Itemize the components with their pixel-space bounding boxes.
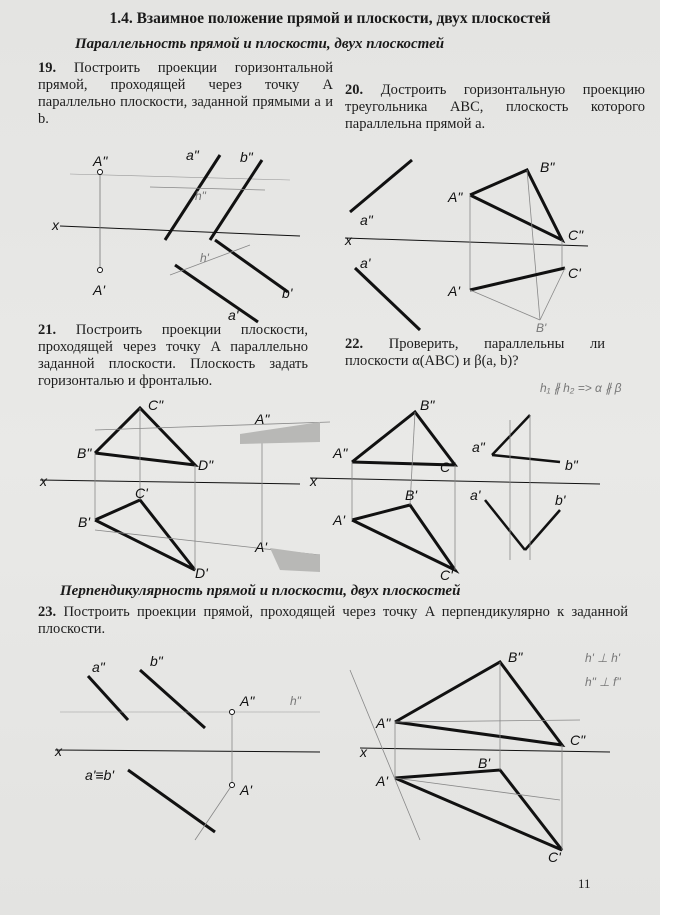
label-a2: a" <box>472 439 485 455</box>
label-A2: A" <box>240 693 255 709</box>
label-C2: C" <box>440 459 456 475</box>
label-x: x <box>345 232 352 248</box>
label-x: x <box>40 473 47 489</box>
label-B1: B' <box>78 514 91 530</box>
label-A1: A' <box>333 512 346 528</box>
label-b2: b" <box>150 653 163 669</box>
label-x: x <box>52 217 59 233</box>
label-A2: A" <box>376 715 391 731</box>
handwritten-note-23b: h" ⊥ f" <box>585 675 621 689</box>
label-a2: a" <box>186 147 199 163</box>
label-B1: B' <box>536 321 547 335</box>
page-number: 11 <box>578 876 591 891</box>
section-title: 1.4. Взаимное положение прямой и плоскости, двух плоскостей <box>109 10 551 27</box>
task-text: Построить проекции плоскости, проходящей через точку A параллельно заданной плоскости. Плоскость задать горизонталью и фронталью. <box>38 322 309 389</box>
figure-21 <box>39 397 330 581</box>
label-A2: A" <box>255 411 270 427</box>
label-a2: a" <box>92 659 105 675</box>
subsection-parallel: Параллельность прямой и плоскости, двух плоскостей <box>75 36 445 52</box>
label-A1: A' <box>255 539 268 555</box>
label-C1: C' <box>135 485 148 501</box>
task-text: Построить проекции прямой, проходящей через точку A перпендикулярно к заданной плоскости. <box>38 604 628 637</box>
label-A2: A" <box>448 189 463 205</box>
label-b2: b" <box>565 457 578 473</box>
label-A1: A' <box>376 773 389 789</box>
figure-19 <box>51 147 300 323</box>
label-A1: A' <box>240 782 253 798</box>
label-x: x <box>310 473 317 489</box>
label-a1: a' <box>360 255 371 271</box>
label-h1: h' <box>200 251 209 265</box>
label-x: x <box>360 744 367 760</box>
label-b1: b' <box>555 492 566 508</box>
figure-20 <box>344 159 588 335</box>
task-number: 23. <box>38 604 57 620</box>
label-A1: A' <box>448 283 461 299</box>
label-b2: b" <box>240 149 253 165</box>
label-b1: b' <box>282 285 293 301</box>
label-h2: h" <box>195 189 206 203</box>
label-B1: B' <box>405 487 418 503</box>
label-ab: a'≡b' <box>85 767 115 783</box>
label-B2: B" <box>77 445 92 461</box>
label-B2: B" <box>540 159 555 175</box>
label-a1: a' <box>470 487 481 503</box>
task-text: Проверить, параллельны ли плоскости α(ABC) и β(a, b)? <box>345 336 606 369</box>
label-C2: C" <box>570 732 586 748</box>
task-number: 19. <box>38 60 57 76</box>
task-number: 22. <box>345 336 364 352</box>
label-B1: B' <box>478 755 491 771</box>
task-text: Построить проекции горизонтальной прямой, проходящей через точку A параллельно плоскости, заданной прямыми a и b. <box>38 60 333 127</box>
label-x: x <box>55 743 62 759</box>
label-C1: C' <box>440 567 453 583</box>
label-a2: a" <box>360 212 373 228</box>
label-D1: D' <box>195 565 208 581</box>
handwritten-note-23a: h' ⊥ h' <box>585 651 621 665</box>
label-C2: C" <box>148 397 164 413</box>
label-A2: A" <box>93 153 108 169</box>
label-B2: B" <box>508 649 523 665</box>
label-D2: D" <box>198 457 214 473</box>
label-C1: C' <box>568 265 581 281</box>
label-C1: C' <box>548 849 561 865</box>
task-number: 20. <box>345 82 364 98</box>
task-text: Достроить горизонтальную проекцию треугольника ABC, плоскость которого параллельна прямой a. <box>345 82 645 132</box>
label-C2: C" <box>568 227 584 243</box>
label-h2: h" <box>290 694 301 708</box>
label-a1: a' <box>228 307 239 323</box>
label-B2: B" <box>420 397 435 413</box>
subsection-perpendicular: Перпендикулярность прямой и плоскости, двух плоскостей <box>60 583 461 599</box>
figure-23-right <box>350 649 621 865</box>
task-number: 21. <box>38 322 57 338</box>
figure-22 <box>309 381 622 583</box>
figure-23-left <box>54 653 320 840</box>
label-A1: A' <box>93 282 106 298</box>
handwritten-note-22: h₁ ∦ h₂ => α ∦ β <box>540 381 622 395</box>
label-A2: A" <box>333 445 348 461</box>
